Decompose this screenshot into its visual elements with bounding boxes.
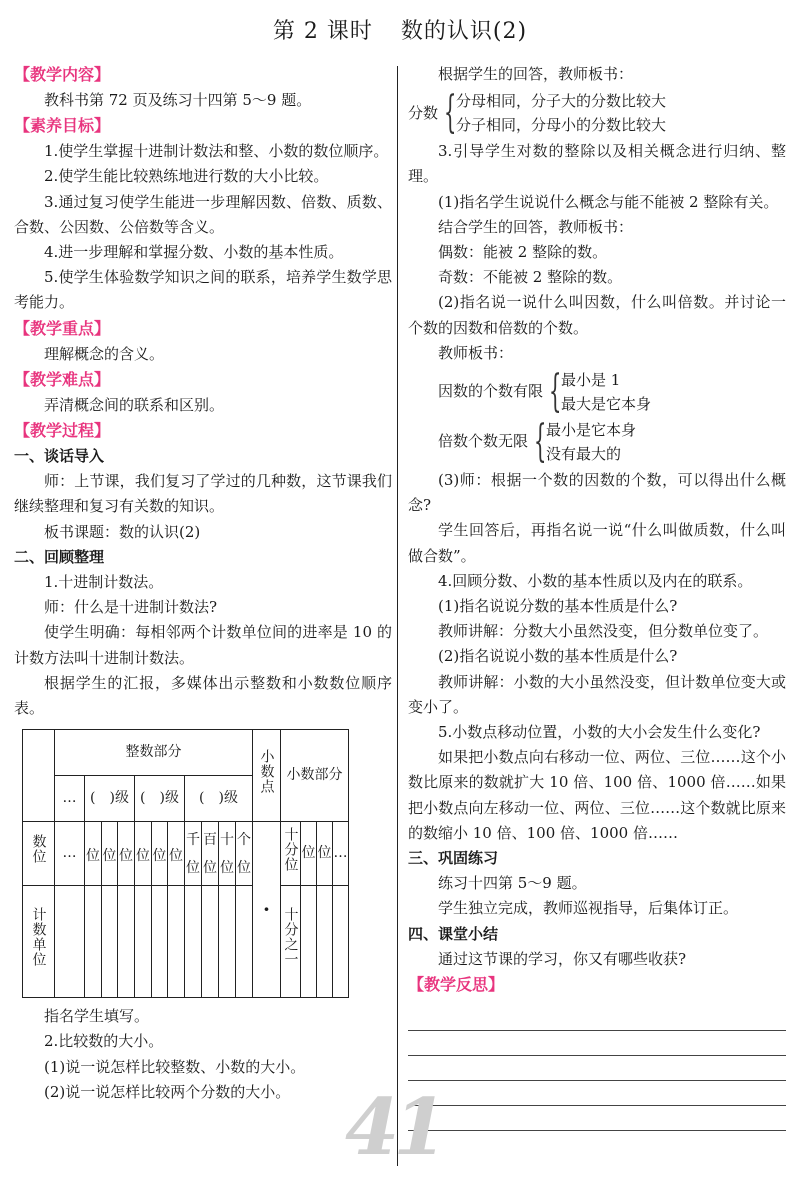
row-label-digit: 数位 [30,834,47,865]
paragraph: 根据学生的回答，教师板书： [438,65,634,83]
brace-icon: { [443,87,457,139]
row-label-unit: 计数单位 [30,907,47,968]
paragraph: 教师讲解：分数大小虽然没变，但分数单位变了。 [438,622,769,641]
paragraph: (2)指名说说小数的基本性质是什么? [438,647,678,666]
decimal-point-header: 小数点 [258,748,275,794]
write-line [408,1056,786,1081]
multiple-board [408,418,786,466]
place-cell: 位 [85,822,102,886]
paragraph: 教师板书： [438,343,514,362]
heading-process: 【教学过程】 [14,421,111,441]
table-corner [23,730,55,822]
section-3-title: 三、巩固练习 [408,849,499,868]
lesson-number: 第 2 课时 [272,19,373,44]
paragraph: 3.引导学生对数的整除以及相关概念进行归纳、整理。 [408,142,786,186]
paragraph: (1)指名学生说说什么概念与能不能被 2 整除有关。 [438,192,779,211]
factor-label: 因数的个数有限 [438,382,544,401]
goal-item: 4.进一步理解和掌握分数、小数的基本性质。 [44,243,344,262]
factor-rule-a: 最小是 1 [561,371,621,390]
page-title [0,14,800,45]
place-cell: 位 [152,822,168,886]
paragraph: (1)说一说怎样比较整数、小数的大小。 [44,1057,306,1076]
paragraph: 奇数：不能被 2 整除的数。 [438,268,623,287]
level-label: ( )级 [185,776,253,822]
goal-item: 2.使学生能比较熟练地进行数的大小比较。 [44,167,329,186]
integer-part-header: 整数部分 [55,730,253,776]
reflection-lines [408,1006,786,1131]
paragraph: 教师讲解：小数的大小虽然没变，但计数单位变大或变小了。 [408,672,786,716]
paragraph: 1.十进制计数法。 [44,573,164,592]
section-2-title: 二、回顾整理 [14,547,105,566]
paragraph: 偶数：能被 2 整除的数。 [438,243,608,262]
paragraph: 师：上节课，我们复习了学过的几种数，这节课我们继续整理和复习有关数的知识。 [14,472,392,516]
brace-icon: { [533,416,547,468]
column-divider [397,66,398,1166]
decimal-part-header: 小数部分 [281,730,349,822]
multiple-rule-a: 最小是它本身 [546,421,637,440]
lesson-topic: 数的认识(2) [400,19,528,44]
paragraph: 学生回答后，再指名说一说“什么叫做质数，什么叫做合数”。 [408,521,786,565]
place-cell-hundreds: 百 位 [202,822,219,886]
goal-item: 3.通过复习使学生能进一步理解因数、倍数、质数、合数、公因数、公倍数等含义。 [14,192,392,236]
write-line [408,1106,786,1131]
paragraph: 使学生明确：每相邻两个计数单位间的进率是 10 的计数方法叫十进制计数法。 [14,623,392,667]
paragraph: 4.回顾分数、小数的基本性质以及内在的联系。 [438,571,753,590]
paragraph: 根据学生的汇报，多媒体出示整数和小数数位顺序表。 [14,673,392,718]
place-cell: 位 [102,822,118,886]
section-4-title: 四、课堂小结 [408,924,499,943]
right-column [408,62,786,1131]
section-1-title: 一、谈话导入 [14,447,105,466]
goal-item: 1.使学生掌握十进制计数法和整、小数的数位顺序。 [44,142,389,161]
heading-key: 【教学重点】 [14,318,111,338]
difficulty-text: 弄清概念间的联系和区别。 [44,395,225,414]
heading-difficulty: 【教学难点】 [14,369,111,389]
brace-icon: { [548,366,562,418]
ellipsis: … [333,822,349,886]
left-column [14,62,392,1105]
place-cell: 位 [135,822,152,886]
paragraph: 结合学生的回答，教师板书： [438,217,634,236]
place-cell: 位 [301,822,317,886]
key-text: 理解概念的含义。 [44,344,165,363]
paragraph: 通过这节课的学习，你又有哪些收获? [438,949,687,968]
paragraph: (1)指名说说分数的基本性质是什么? [438,597,678,616]
multiple-label: 倍数个数无限 [438,432,529,451]
ellipsis: … [55,776,85,822]
place-cell-thousands: 千 位 [185,822,202,886]
ellipsis: … [55,822,85,886]
heading-reflection: 【教学反思】 [408,975,505,995]
fraction-board [408,89,786,137]
fraction-rule-b: 分子相同，分母小的分数比较大 [456,116,667,135]
tenths-place: 十分位 [282,826,299,872]
paragraph: 如果把小数点向右移动一位、两位、三位……这个小数比原来的数就扩大 10 倍、100 倍、1000 倍……如果把小数点向左移动一位、两位、三位……这个数就比原来的数缩小 10 倍、100 倍、1000 倍…… [408,748,786,842]
level-label: ( )级 [135,776,185,822]
decimal-point: · [253,822,281,998]
content-text: 教科书第 72 页及练习十四第 5～9 题。 [44,91,312,109]
level-label: ( )级 [85,776,135,822]
paragraph: 指名学生填写。 [44,1007,150,1026]
heading-content: 【教学内容】 [14,65,111,84]
paragraph: 练习十四第 5～9 题。 [438,874,587,893]
write-line [408,1081,786,1106]
paragraph: 2.比较数的大小。 [44,1032,164,1051]
page-number: 41 [345,1082,442,1173]
fraction-label: 分数 [408,103,439,122]
paragraph: 5.小数点移动位置，小数的大小会发生什么变化? [438,723,761,742]
place-value-table [22,729,349,998]
factor-rule-b: 最大是它本身 [561,395,652,414]
factor-board [408,368,786,416]
place-cell: 位 [317,822,333,886]
multiple-rule-b: 没有最大的 [546,445,622,464]
write-line [408,1031,786,1056]
paragraph: (2)说一说怎样比较两个分数的大小。 [44,1082,291,1101]
paragraph: 学生独立完成，教师巡视指导，后集体订正。 [438,899,739,918]
paragraph: 师：什么是十进制计数法? [44,598,218,617]
paragraph: 板书课题：数的认识(2) [44,522,201,541]
paragraph: (3)师：根据一个数的因数的个数，可以得出什么概念? [408,471,786,515]
paragraph: (2)指名说一说什么叫因数，什么叫倍数。并讨论一个数的因数和倍数的个数。 [408,293,786,337]
heading-goals: 【素养目标】 [14,116,111,136]
place-cell: 位 [118,822,135,886]
write-line [408,1006,786,1031]
place-cell: 位 [168,822,185,886]
fraction-rule-a: 分母相同，分子大的分数比较大 [456,92,667,111]
place-cell-ones: 个 位 [236,822,253,886]
goal-item: 5.使学生体验数学知识之间的联系，培养学生数学思考能力。 [14,268,392,312]
tenths-unit: 十分之一 [282,907,299,968]
place-cell-tens: 十 位 [219,822,236,886]
